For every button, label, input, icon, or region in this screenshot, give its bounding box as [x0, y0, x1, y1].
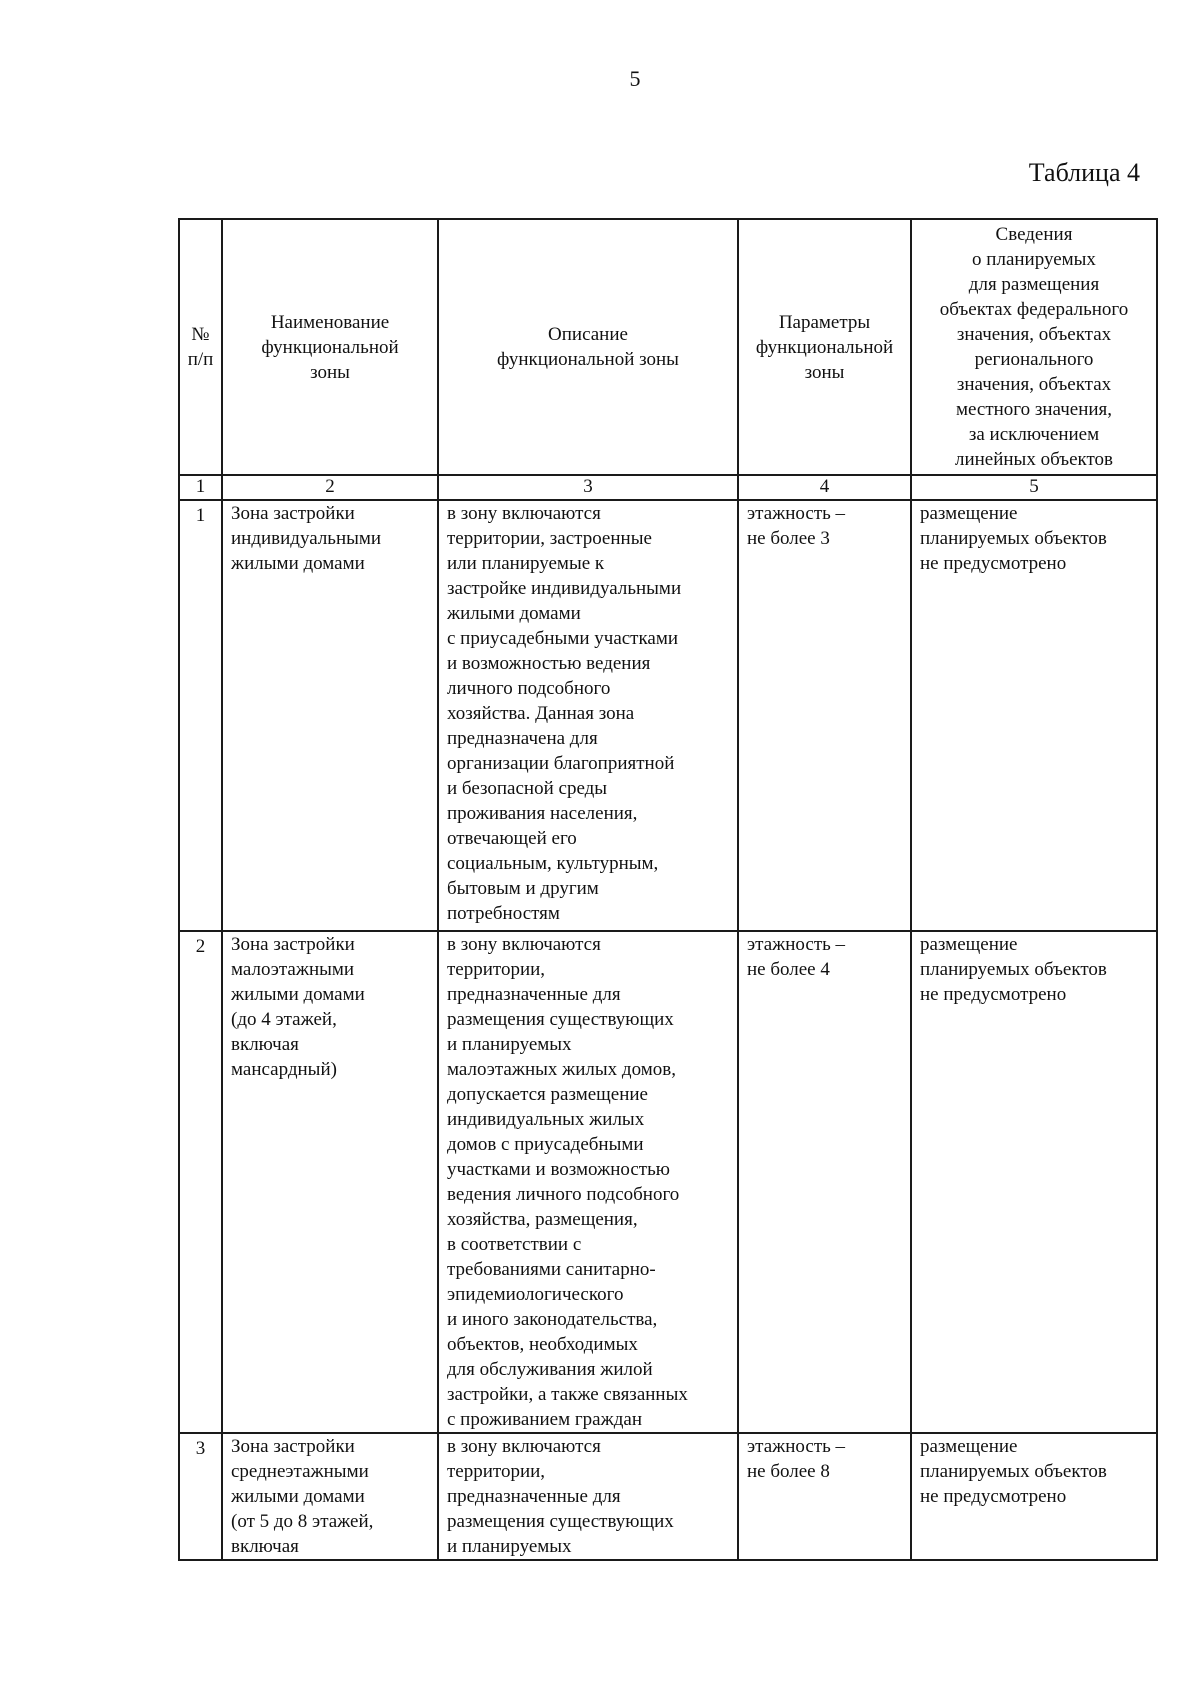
header-zone-description: Описание функциональной зоны — [438, 219, 738, 475]
zone-description: в зону включаются территории, застроенные или планируемые к застройке индивидуальными жилыми домами с приусадебными участками и возможностью ведения личного подсобного хозяйства. Данная зона предназначена для организации благоприятной и безопасной среды проживания населения, отвечающей его социальным, культурным, бытовым и другим потребностям — [438, 500, 738, 931]
zone-name: Зона застройки индивидуальными жилыми домами — [222, 500, 438, 931]
zone-description: в зону включаются территории, предназначенные для размещения существующих и планируемых — [438, 1433, 738, 1560]
header-number: № п/п — [179, 219, 222, 475]
table-header-row — [179, 219, 1157, 475]
column-number: 5 — [911, 475, 1157, 500]
header-zone-name: Наименование функциональной зоны — [222, 219, 438, 475]
planned-objects: размещение планируемых объектов не предусмотрено — [911, 1433, 1157, 1560]
header-planned-objects: Сведения о планируемых для размещения объектах федерального значения, объектах регионального значения, объектах местного значения, за исключением линейных объектов — [911, 219, 1157, 475]
column-number: 1 — [179, 475, 222, 500]
row-number: 1 — [179, 500, 222, 931]
page-number: 5 — [629, 66, 641, 91]
column-number: 3 — [438, 475, 738, 500]
zone-description: в зону включаются территории, предназначенные для размещения существующих и планируемых малоэтажных жилых домов, допускается размещение индивидуальных жилых домов с приусадебными участками и возможностью ведения личного подсобного хозяйства, размещения, в соответствии с требованиями санитарно- эпидемиологического и иного законодательства, объектов, необходимых для обслуживания жилой застройки, а также связанных с проживанием граждан — [438, 931, 738, 1433]
column-number: 4 — [738, 475, 911, 500]
table-row — [179, 931, 1157, 1433]
row-number: 3 — [179, 1433, 222, 1560]
zone-name: Зона застройки среднеэтажными жилыми домами (от 5 до 8 этажей, включая — [222, 1433, 438, 1560]
header-zone-parameters: Параметры функциональной зоны — [738, 219, 911, 475]
table-row — [179, 1433, 1157, 1560]
column-number-row — [179, 475, 1157, 500]
planned-objects: размещение планируемых объектов не предусмотрено — [911, 931, 1157, 1433]
table-caption: Таблица 4 — [1028, 158, 1140, 187]
zone-parameters: этажность – не более 3 — [738, 500, 911, 931]
column-number: 2 — [222, 475, 438, 500]
functional-zones-table — [178, 218, 1158, 1561]
planned-objects: размещение планируемых объектов не предусмотрено — [911, 500, 1157, 931]
zone-name: Зона застройки малоэтажными жилыми домами (до 4 этажей, включая мансардный) — [222, 931, 438, 1433]
zone-parameters: этажность – не более 8 — [738, 1433, 911, 1560]
table-row — [179, 500, 1157, 931]
zone-parameters: этажность – не более 4 — [738, 931, 911, 1433]
row-number: 2 — [179, 931, 222, 1433]
